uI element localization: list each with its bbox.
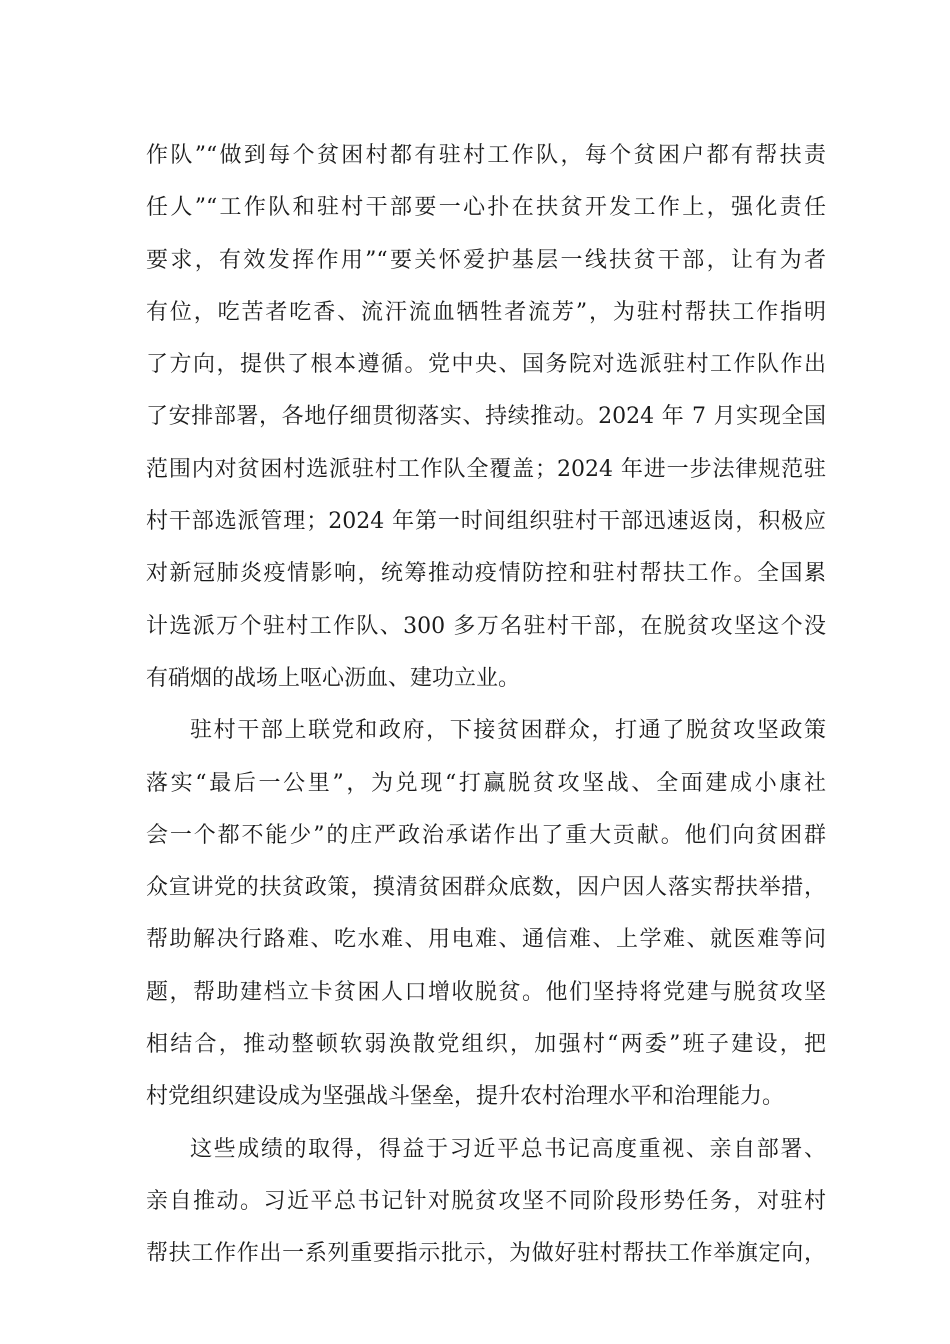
text-line: 有位，吃苦者吃香、流汗流血牺牲者流芳”，为驻村帮扶工作指明 xyxy=(146,299,826,325)
text-line: 题，帮助建档立卡贫困人口增收脱贫。他们坚持将党建与脱贫攻坚 xyxy=(146,979,826,1005)
text-line: 亲自推动。习近平总书记针对脱贫攻坚不同阶段形势任务，对驻村 xyxy=(146,1188,826,1214)
text-line: 村党组织建设成为坚强战斗堡垒，提升农村治理水平和治理能力。 xyxy=(146,1084,785,1110)
text-line: 帮助解决行路难、吃水难、用电难、通信难、上学难、就医难等问 xyxy=(146,927,826,953)
text-line: 作队”“做到每个贫困村都有驻村工作队，每个贫困户都有帮扶责 xyxy=(146,143,826,168)
paragraph-3 xyxy=(146,1124,826,1281)
text-line: 相结合，推动整顿软弱涣散党组织，加强村“两委”班子建设，把 xyxy=(146,1032,826,1058)
text-line: 这些成绩的取得，得益于习近平总书记高度重视、亲自部署、 xyxy=(190,1136,826,1162)
text-line: 计选派万个驻村工作队、300 多万名驻村干部，在脱贫攻坚这个没 xyxy=(146,613,826,639)
text-line: 了安排部署，各地仔细贯彻落实、持续推动。2024 年 7 月实现全国 xyxy=(146,404,826,430)
text-line: 对新冠肺炎疫情影响，统筹推动疫情防控和驻村帮扶工作。全国累 xyxy=(146,561,826,587)
text-line: 众宣讲党的扶贫政策，摸清贫困群众底数，因户因人落实帮扶举措， xyxy=(146,875,826,901)
text-line: 驻村干部上联党和政府，下接贫困群众，打通了脱贫攻坚政策 xyxy=(190,718,826,744)
document-body xyxy=(146,130,826,1281)
text-line: 了方向，提供了根本遵循。党中央、国务院对选派驻村工作队作出 xyxy=(146,352,826,378)
text-line: 落实“最后一公里”，为兑现“打赢脱贫攻坚战、全面建成小康社 xyxy=(146,770,826,796)
text-line: 要求，有效发挥作用”“要关怀爱护基层一线扶贫干部，让有为者 xyxy=(146,247,826,273)
text-line: 会一个都不能少”的庄严政治承诺作出了重大贡献。他们向贫困群 xyxy=(146,822,826,848)
text-line: 任人”“工作队和驻村干部要一心扑在扶贫开发工作上，强化责任 xyxy=(146,195,826,221)
text-line: 有硝烟的战场上呕心沥血、建功立业。 xyxy=(146,665,521,691)
text-line: 村干部选派管理；2024 年第一时间组织驻村干部迅速返岗，积极应 xyxy=(146,509,826,535)
text-line: 范围内对贫困村选派驻村工作队全覆盖；2024 年进一步法律规范驻 xyxy=(146,456,826,482)
paragraph-1 xyxy=(146,130,826,705)
text-line: 帮扶工作作出一系列重要指示批示，为做好驻村帮扶工作举旗定向， xyxy=(146,1241,826,1267)
paragraph-2 xyxy=(146,705,826,1123)
